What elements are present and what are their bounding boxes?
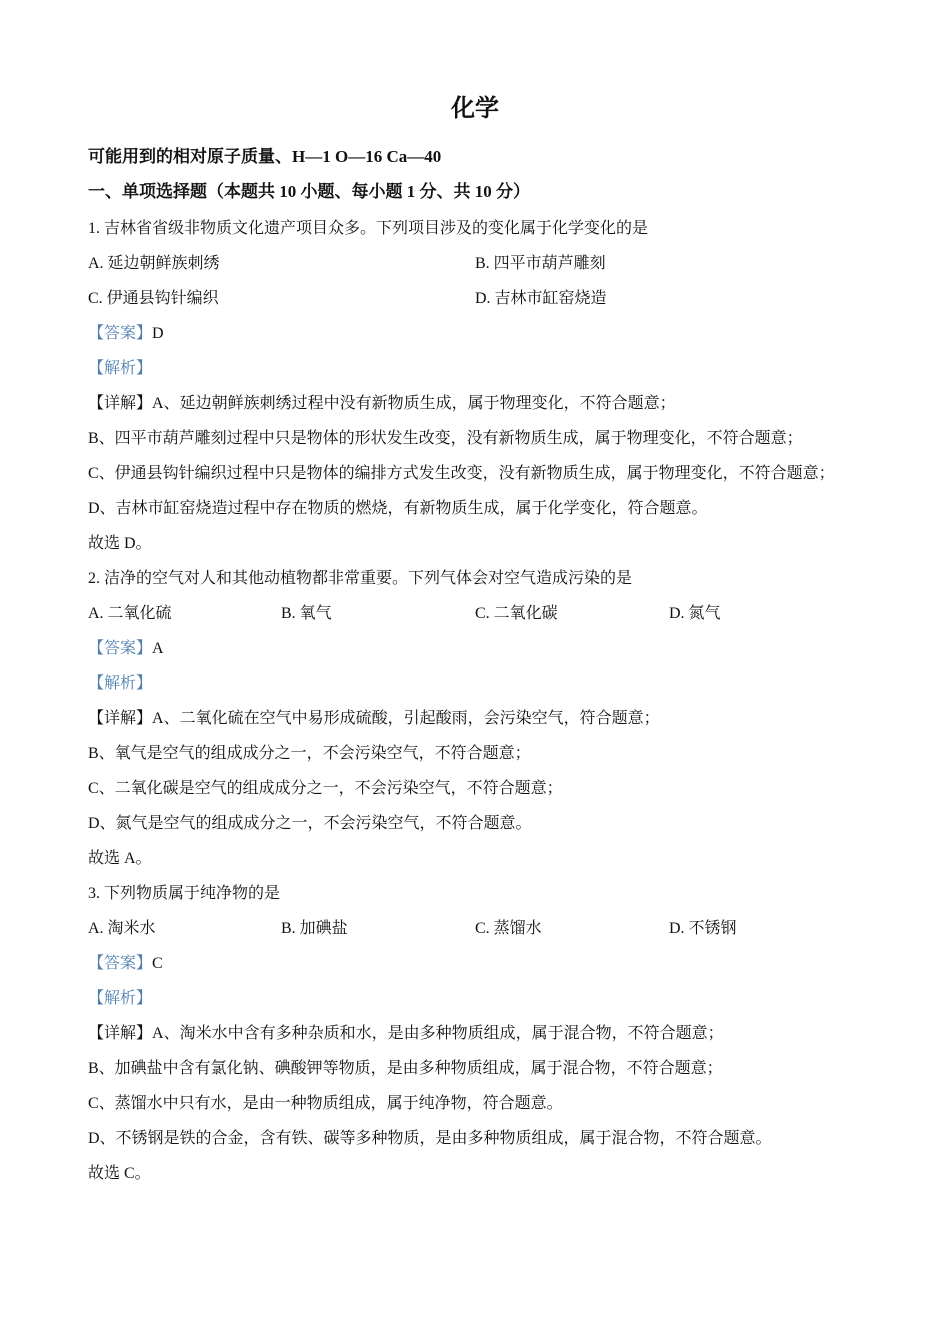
atomic-mass-line: 可能用到的相对原子质量、H—1 O—16 Ca—40 (88, 147, 442, 166)
question-1-detail-c: C、伊通县钩针编织过程中只是物体的编排方式发生改变，没有新物质生成，属于物理变化，不符合题意； (88, 465, 835, 482)
detail-label: 【详解】 (88, 1025, 153, 1042)
detail-text: A、延边朝鲜族刺绣过程中没有新物质生成，属于物理变化，不符合题意； (152, 395, 676, 412)
analysis-label: 【解析】 (88, 360, 153, 377)
question-3-detail-c: C、蒸馏水中只有水，是由一种物质组成，属于纯净物，符合题意。 (88, 1095, 563, 1112)
question-2-option-b: B. 氧气 (281, 605, 332, 622)
question-1-option-a: A. 延边朝鲜族刺绣 (88, 255, 220, 272)
detail-text: A、淘米水中含有多种杂质和水，是由多种物质组成，属于混合物，不符合题意； (152, 1025, 724, 1042)
question-3-conclusion: 故选 C。 (88, 1165, 151, 1182)
question-3-option-b: B. 加碘盐 (281, 920, 348, 937)
question-2-detail-line (88, 708, 660, 730)
detail-label: 【详解】 (88, 710, 153, 727)
answer-label: 【答案】 (88, 640, 153, 657)
question-2-detail-b: B、氧气是空气的组成成分之一，不会污染空气，不符合题意； (88, 745, 531, 762)
analysis-label: 【解析】 (88, 990, 153, 1007)
question-1-conclusion: 故选 D。 (88, 535, 152, 552)
question-3-option-a: A. 淘米水 (88, 920, 156, 937)
question-3-detail-line (88, 1023, 724, 1045)
question-2-detail-c: C、二氧化碳是空气的组成成分之一，不会污染空气，不符合题意； (88, 780, 563, 797)
detail-text: A、二氧化硫在空气中易形成硫酸，引起酸雨，会污染空气，符合题意； (152, 710, 660, 727)
answer-value: C (152, 955, 163, 972)
answer-value: A (152, 640, 164, 657)
question-2-stem: 2. 洁净的空气对人和其他动植物都非常重要。下列气体会对空气造成污染的是 (88, 570, 633, 587)
question-3-option-d: D. 不锈钢 (669, 920, 737, 937)
question-3-detail-d: D、不锈钢是铁的合金，含有铁、碳等多种物质，是由多种物质组成，属于混合物，不符合题意。 (88, 1130, 772, 1147)
question-2-option-a: A. 二氧化硫 (88, 605, 172, 622)
page-title: 化学 (451, 96, 499, 122)
question-1-detail-d: D、吉林市缸窑烧造过程中存在物质的燃烧，有新物质生成，属于化学变化，符合题意。 (88, 500, 708, 517)
question-1-detail-b: B、四平市葫芦雕刻过程中只是物体的形状发生改变，没有新物质生成，属于物理变化，不符合题意； (88, 430, 803, 447)
question-2-conclusion: 故选 A。 (88, 850, 152, 867)
question-2-option-c: C. 二氧化碳 (475, 605, 558, 622)
answer-label: 【答案】 (88, 955, 153, 972)
question-1-stem: 1. 吉林省省级非物质文化遗产项目众多。下列项目涉及的变化属于化学变化的是 (88, 220, 649, 237)
question-1-option-b: B. 四平市葫芦雕刻 (475, 255, 606, 272)
question-2-answer-line (88, 638, 164, 660)
section-heading: 一、单项选择题（本题共 10 小题、每小题 1 分、共 10 分） (88, 182, 530, 201)
question-1-detail-line (88, 393, 676, 415)
question-3-option-c: C. 蒸馏水 (475, 920, 542, 937)
question-3-detail-b: B、加碘盐中含有氯化钠、碘酸钾等物质，是由多种物质组成，属于混合物，不符合题意； (88, 1060, 723, 1077)
answer-label: 【答案】 (88, 325, 153, 342)
question-3-stem: 3. 下列物质属于纯净物的是 (88, 885, 281, 902)
question-2-option-d: D. 氮气 (669, 605, 721, 622)
answer-value: D (152, 325, 164, 342)
question-1-option-d: D. 吉林市缸窑烧造 (475, 290, 607, 307)
question-3-answer-line (88, 953, 163, 975)
analysis-label: 【解析】 (88, 675, 153, 692)
question-1-option-c: C. 伊通县钩针编织 (88, 290, 219, 307)
question-2-detail-d: D、氮气是空气的组成成分之一，不会污染空气，不符合题意。 (88, 815, 532, 832)
question-1-answer-line (88, 323, 164, 345)
detail-label: 【详解】 (88, 395, 153, 412)
